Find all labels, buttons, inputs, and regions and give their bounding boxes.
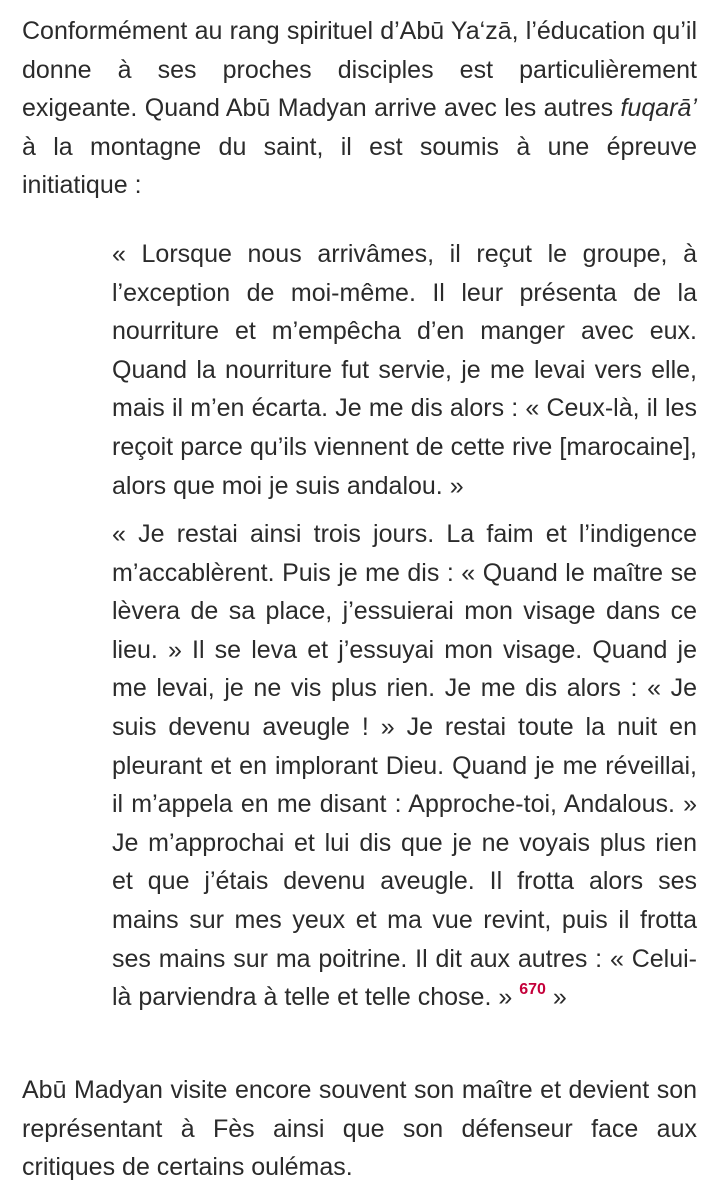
quote-paragraph-2: [112, 515, 697, 1017]
quote-2-text: « Je restai ainsi trois jours. La faim et l’indigence m’accablèrent. Puis je me dis : « Quand le maître se lèvera de sa place, j’essuierai mon visage dans ce lieu. » Il se leva et j’essuyai mon visage. Quand je me levai, je ne vis plus rien. Je me dis alors : « Je suis devenu aveugle ! » Je restai toute la nuit en pleurant et en implorant Dieu. Quand je me réveillai, il m’appela en me disant : Approche-toi, Andalous. » Je m’approchai et lui dis que je ne voyais plus rien et que j’étais devenu aveugle. Il frotta alors ses mains sur mes yeux et ma vue revint, puis il frotta ses mains sur ma poitrine. Il dit aux autres : « Celui-là parviendra à telle et telle chose. »: [112, 520, 697, 1012]
intro-text-part2: à la montagne du saint, il est soumis à une épreuve initiatique :: [22, 132, 697, 200]
intro-text-part1: Conformément au rang spirituel d’Abū Ya‘zā, l’éducation qu’il donne à ses proches disciples est particulièrement exigeante. Quand Abū Madyan arrive avec les autres: [22, 17, 697, 123]
quote-2-closing-quote: »: [552, 983, 567, 1012]
outro-paragraph: [22, 1071, 697, 1187]
quote-1-text: « Lorsque nous arrivâmes, il reçut le groupe, à l’exception de moi-même. Il leur présenta de la nourriture et m’empêcha d’en manger avec eux. Quand la nourriture fut servie, je me levai vers elle, mais il m’en écarta. Je me dis alors : « Ceux-là, il les reçoit parce qu’ils viennent de cette rive [marocaine], alors que moi je suis andalou. »: [112, 240, 697, 500]
outro-text: Abū Madyan visite encore souvent son maître et devient son représentant à Fès ainsi que son défenseur face aux critiques de certains oulémas.: [22, 1076, 697, 1182]
footnote-ref-link[interactable]: 670: [519, 981, 546, 999]
intro-paragraph: [22, 12, 697, 205]
quote-paragraph-1: [112, 235, 697, 505]
intro-italic-term: fuqarā’: [620, 94, 697, 123]
